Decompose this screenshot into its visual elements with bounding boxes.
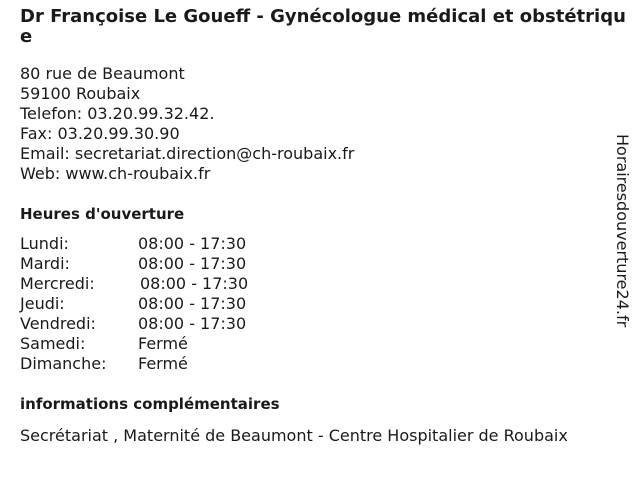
day-label: Lundi: xyxy=(20,234,69,253)
time-value: 08:00 - 17:30 xyxy=(138,234,247,253)
contact-details xyxy=(20,64,354,184)
time-value: 08:00 - 17:30 xyxy=(140,274,249,293)
opening-hours-heading: Heures d'ouverture xyxy=(20,205,185,223)
time-value: 08:00 - 17:30 xyxy=(138,254,247,273)
time-value: Fermé xyxy=(138,354,188,373)
city-address: 59100 Roubaix xyxy=(20,84,141,103)
additional-info-heading: informations complémentaires xyxy=(20,395,280,413)
fax-number: Fax: 03.20.99.30.90 xyxy=(20,124,180,143)
additional-info-text: Secrétariat , Maternité de Beaumont - Centre Hospitalier de Roubaix xyxy=(20,426,568,445)
time-value: 08:00 - 17:30 xyxy=(138,294,247,313)
time-value: 08:00 - 17:30 xyxy=(138,314,247,333)
website-address: Web: www.ch-roubaix.fr xyxy=(20,164,211,183)
day-label: Dimanche: xyxy=(20,354,107,373)
site-watermark: Horairesdouverture24.fr xyxy=(613,134,632,328)
phone-number: Telefon: 03.20.99.32.42. xyxy=(20,104,215,123)
email-address: Email: secretariat.direction@ch-roubaix.fr xyxy=(20,144,355,163)
time-value: Fermé xyxy=(138,334,188,353)
day-label: Samedi: xyxy=(20,334,86,353)
day-label: Mercredi: xyxy=(20,274,95,293)
street-address: 80 rue de Beaumont xyxy=(20,64,185,83)
day-label: Mardi: xyxy=(20,254,70,273)
page-title: Dr Françoise Le Goueff - Gynécologue médical et obstétrique xyxy=(20,6,626,47)
day-label: Vendredi: xyxy=(20,314,96,333)
day-label: Jeudi: xyxy=(20,294,65,313)
